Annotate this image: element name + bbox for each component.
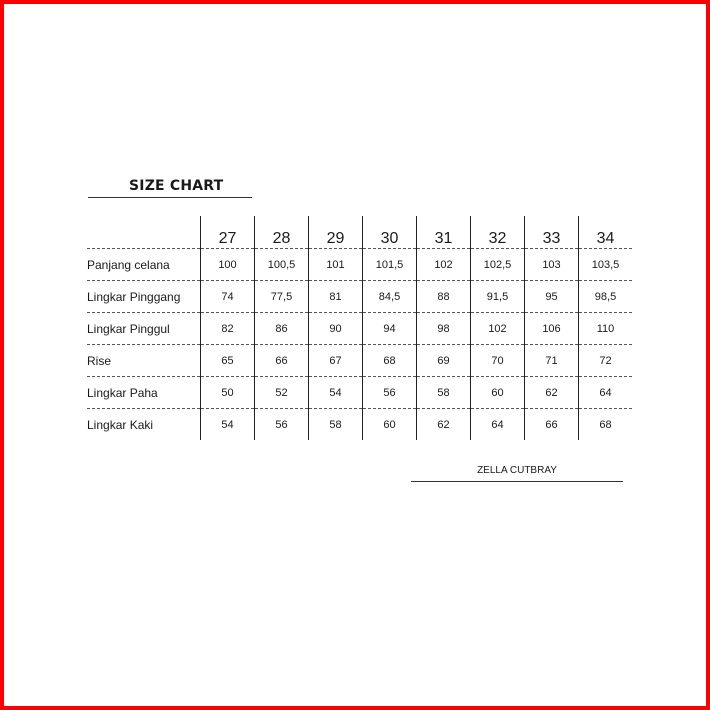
chart-title: SIZE CHART <box>129 178 224 194</box>
table-cell: 71 <box>525 345 579 377</box>
table-cell: 74 <box>201 281 255 313</box>
table-cell: 106 <box>525 313 579 345</box>
table-cell: 98,5 <box>579 281 633 313</box>
size-header: 33 <box>525 216 579 249</box>
table-cell: 50 <box>201 377 255 409</box>
table-cell: 81 <box>309 281 363 313</box>
table-cell: 58 <box>309 409 363 441</box>
table-cell: 98 <box>417 313 471 345</box>
table-cell: 86 <box>255 313 309 345</box>
table-cell: 103 <box>525 249 579 281</box>
table-cell: 91,5 <box>471 281 525 313</box>
table-cell: 88 <box>417 281 471 313</box>
table-cell: 110 <box>579 313 633 345</box>
table-cell: 70 <box>471 345 525 377</box>
table-cell: 65 <box>201 345 255 377</box>
table-cell: 90 <box>309 313 363 345</box>
table-row <box>87 249 632 281</box>
table-cell: 68 <box>579 409 633 441</box>
table-row <box>87 409 632 441</box>
table-cell: 68 <box>363 345 417 377</box>
table-row <box>87 377 632 409</box>
table-cell: 101,5 <box>363 249 417 281</box>
table-cell: 100,5 <box>255 249 309 281</box>
table-cell: 72 <box>579 345 633 377</box>
table-cell: 52 <box>255 377 309 409</box>
table-cell: 66 <box>255 345 309 377</box>
header-blank-cell <box>87 216 201 249</box>
table-cell: 56 <box>255 409 309 441</box>
table-cell: 54 <box>309 377 363 409</box>
table-cell: 102,5 <box>471 249 525 281</box>
table-cell: 100 <box>201 249 255 281</box>
size-header: 31 <box>417 216 471 249</box>
table-cell: 64 <box>471 409 525 441</box>
row-label: Lingkar Pinggang <box>87 281 201 313</box>
table-cell: 95 <box>525 281 579 313</box>
table-cell: 66 <box>525 409 579 441</box>
table-cell: 103,5 <box>579 249 633 281</box>
size-header-row <box>87 216 632 249</box>
table-cell: 77,5 <box>255 281 309 313</box>
table-cell: 56 <box>363 377 417 409</box>
table-cell: 102 <box>417 249 471 281</box>
row-label: Panjang celana <box>87 249 201 281</box>
row-label: Lingkar Pinggul <box>87 313 201 345</box>
table-cell: 60 <box>363 409 417 441</box>
size-header: 32 <box>471 216 525 249</box>
table-cell: 54 <box>201 409 255 441</box>
size-header: 34 <box>579 216 633 249</box>
row-label: Rise <box>87 345 201 377</box>
product-name-underline <box>411 481 623 482</box>
table-cell: 84,5 <box>363 281 417 313</box>
table-cell: 82 <box>201 313 255 345</box>
table-cell: 62 <box>417 409 471 441</box>
row-label: Lingkar Paha <box>87 377 201 409</box>
size-header: 28 <box>255 216 309 249</box>
table-row <box>87 281 632 313</box>
table-row <box>87 313 632 345</box>
table-cell: 62 <box>525 377 579 409</box>
table-cell: 101 <box>309 249 363 281</box>
table-cell: 102 <box>471 313 525 345</box>
table-cell: 94 <box>363 313 417 345</box>
size-header: 30 <box>363 216 417 249</box>
title-underline <box>88 197 252 198</box>
table-row <box>87 345 632 377</box>
table-cell: 67 <box>309 345 363 377</box>
size-chart-table <box>87 216 632 440</box>
size-header: 27 <box>201 216 255 249</box>
table-cell: 69 <box>417 345 471 377</box>
row-label: Lingkar Kaki <box>87 409 201 441</box>
size-header: 29 <box>309 216 363 249</box>
product-name: ZELLA CUTBRAY <box>477 465 557 476</box>
table-cell: 60 <box>471 377 525 409</box>
table-cell: 58 <box>417 377 471 409</box>
table-cell: 64 <box>579 377 633 409</box>
